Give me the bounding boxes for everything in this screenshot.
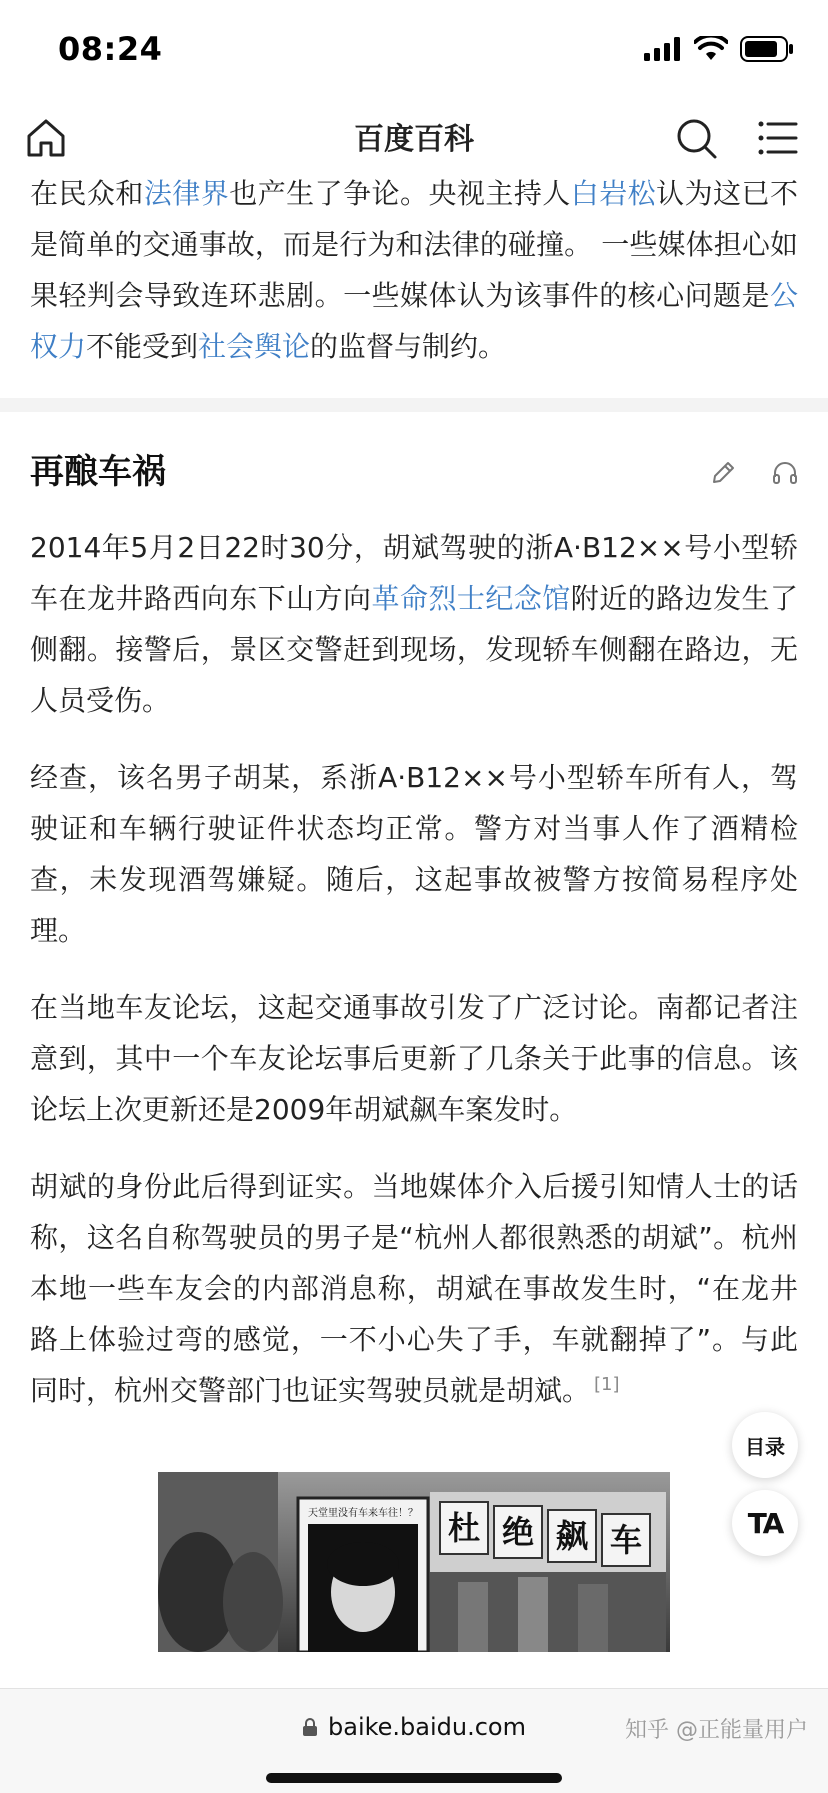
paragraph-text: 在民众和: [30, 177, 144, 210]
paragraph-text: 也产生了争论。央视主持人: [229, 177, 571, 210]
article-photo[interactable]: [158, 1472, 670, 1652]
photo-banner-char-1: 杜: [447, 1509, 480, 1547]
paragraph-text: 附近的路边发生了侧翻。接警后，景区交警赶到现场，发现轿车侧翻在路边，无人员受伤。: [30, 582, 798, 717]
page-title: 百度百科: [354, 122, 474, 157]
headphones-icon[interactable]: [772, 460, 798, 486]
table-of-contents-button[interactable]: 目录: [732, 1412, 798, 1478]
paragraph-text: 的监督与制约。: [310, 330, 507, 363]
paragraph-text: 胡斌的身份此后得到证实。当地媒体介入后援引知情人士的话称，这名自称驾驶员的男子是“杭州人都很熟悉的胡斌”。杭州本地一些车友会的内部消息称，胡斌在事故发生时，“在龙井路上体验过弯的感觉，一不小心失了手，车就翻掉了”。与此同时，杭州交警部门也证实驾驶员就是胡斌。: [30, 1170, 798, 1407]
font-size-button[interactable]: TA: [732, 1490, 798, 1556]
section-paragraph-4: [30, 1161, 798, 1416]
section-title: 再酿车祸: [30, 452, 166, 492]
section-divider: [0, 398, 828, 412]
photo-banner-char-3: 飙: [555, 1517, 588, 1555]
section-header: [30, 442, 798, 502]
citation-ref[interactable]: [1]: [594, 1373, 620, 1395]
photo-sign-caption: 天堂里没有车来车往！？: [308, 1508, 418, 1519]
url-text: baike.baidu.com: [328, 1713, 526, 1741]
intro-paragraph: [30, 168, 798, 372]
home-indicator[interactable]: [266, 1773, 562, 1783]
status-time: 08:24: [58, 30, 163, 68]
protest-photo: [158, 1472, 670, 1652]
section-paragraph-1: [30, 522, 798, 726]
section-paragraph-3: [30, 982, 798, 1135]
browser-bottom-bar: [0, 1688, 828, 1793]
photo-banner-char-2: 绝: [501, 1513, 534, 1551]
paragraph-text: 2014年5月2日22时30分，胡斌驾驶的浙A·B12××号小型轿车在龙井路西向东下山方向: [30, 531, 798, 615]
battery-icon: [740, 36, 794, 62]
article-link[interactable]: 法律界: [143, 177, 230, 210]
search-icon[interactable]: [674, 116, 718, 160]
wifi-icon: [694, 36, 728, 62]
paragraph-text: 认为这已不是简单的交通事故，而是行为和法律的碰撞。 一些媒体担心如果轻判会导致连环悲剧。一些媒体认为该事件的核心问题是: [30, 177, 798, 312]
article-content: [0, 168, 828, 1652]
article-link[interactable]: 公权力: [30, 279, 798, 363]
article-link[interactable]: 白岩松: [570, 177, 657, 210]
section-paragraph-2: [30, 752, 798, 956]
paragraph-text: 经查，该名男子胡某，系浙A·B12××号小型轿车所有人，驾驶证和车辆行驶证件状态均正常。警方对当事人作了酒精检查，未发现酒驾嫌疑。随后，这起事故被警方按简易程序处理。: [30, 761, 798, 947]
lock-icon: [302, 1717, 318, 1737]
article-link[interactable]: 社会舆论: [198, 330, 311, 363]
menu-icon[interactable]: [756, 116, 800, 160]
paragraph-text: 在当地车友论坛，这起交通事故引发了广泛讨论。南都记者注意到，其中一个车友论坛事后更新了几条关于此事的信息。该论坛上次更新还是2009年胡斌飙车案发时。: [30, 991, 798, 1126]
article-link[interactable]: 革命烈士纪念馆: [371, 582, 571, 615]
watermark: 知乎 @正能量用户: [625, 1718, 808, 1743]
photo-banner-char-4: 车: [609, 1521, 642, 1559]
paragraph-text: 不能受到: [86, 330, 199, 363]
edit-pencil-icon[interactable]: [710, 460, 736, 486]
cellular-signal-icon: [644, 37, 682, 61]
status-icons: [644, 36, 794, 62]
status-bar: [0, 0, 828, 100]
